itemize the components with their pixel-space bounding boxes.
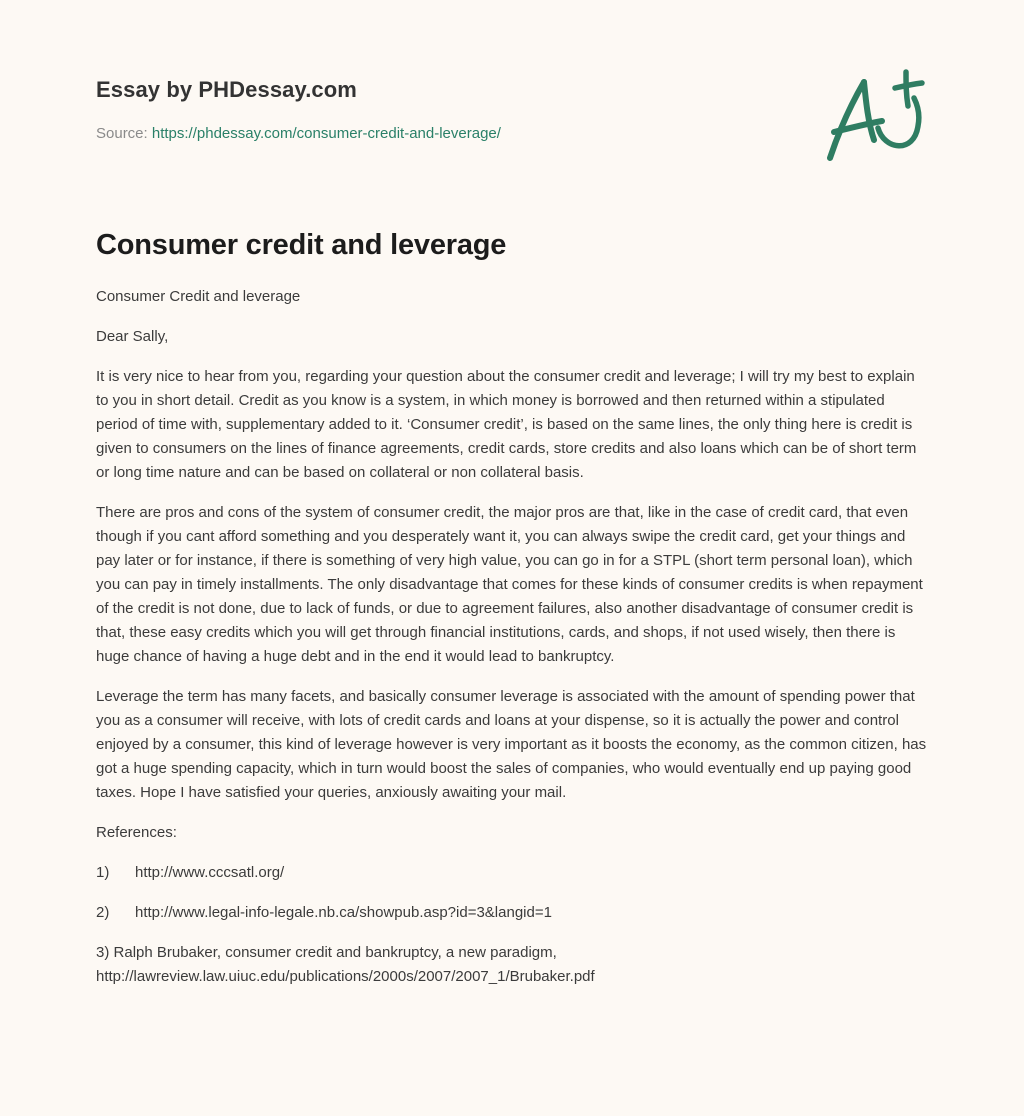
paragraph: There are pros and cons of the system of consumer credit, the major pros are that, like in the case of credit card, that even though if you cant afford something and you desperately want it, you can always swipe the credit card, get your things and pay later or for instance, if there is something of very high value, you can go in for a STPL (short term personal loan), which you can pay in timely installments. The only disadvantage that comes for these kinds of consumer credits is when repayment of the credit is not done, due to lack of funds, or due to agreement failures, also another disadvantage of consumer credit is that, these easy credits which you will get through financial institutions, cards, and shops, if not used wisely, then there is huge chance of having a huge debt and in the end it would lead to bankruptcy. (96, 504, 923, 665)
page-header (96, 74, 924, 142)
reference-text: http://www.cccsatl.org/ (135, 864, 285, 881)
reference-number: 2) (96, 904, 110, 921)
reference-item (96, 861, 928, 885)
reference-url: http://lawreview.law.uiuc.edu/publications/2000s/2007/2007_1/Brubaker.pdf (96, 968, 595, 985)
reference-number: 1) (96, 864, 110, 881)
essay-article (96, 226, 928, 1005)
reference-item (96, 941, 928, 989)
source-link[interactable]: https://phdessay.com/consumer-credit-and-leverage/ (151, 125, 501, 142)
paragraph: Leverage the term has many facets, and basically consumer leverage is associated with the amount of spending power that you as a consumer will receive, with lots of credit cards and loans at your dispense, so it is actually the power and control enjoyed by a consumer, this kind of leverage however is very important as it boosts the economy, as the common citizen, has got a huge spending capacity, which in turn would boost the sales of companies, who would eventually end up paying good taxes. Hope I have satisfied your queries, anxiously awaiting your mail. (96, 688, 927, 801)
paragraph: It is very nice to hear from you, regarding your question about the consumer credit and leverage; I will try my best to explain to you in short detail. Credit as you know is a system, in which money is borrowed and then returned within a stipulated period of time with, supplementary added to it. ‘Consumer credit’, is based on the same lines, the only thing here is credit is given to consumers on the lines of finance agreements, credit cards, store credits and also loans which can be of short term or long time nature and can be based on collateral or non collateral basis. (96, 368, 917, 481)
essay-body (96, 285, 928, 989)
reference-text: http://www.legal-info-legale.nb.ca/showpub.asp?id=3&langid=1 (135, 904, 552, 921)
source-line (96, 124, 501, 144)
references-heading: References: (96, 824, 177, 841)
a-plus-grade-icon (822, 66, 930, 166)
article-title: Consumer credit and leverage (96, 229, 507, 261)
reference-item (96, 901, 928, 925)
essay-subtitle: Consumer Credit and leverage (96, 288, 301, 305)
reference-number: 3) (96, 944, 110, 961)
reference-text: Ralph Brubaker, consumer credit and bankruptcy, a new paradigm, (113, 944, 557, 961)
greeting: Dear Sally, (96, 328, 169, 345)
source-label: Source: (96, 125, 148, 142)
site-title: Essay by PHDessay.com (96, 77, 357, 102)
